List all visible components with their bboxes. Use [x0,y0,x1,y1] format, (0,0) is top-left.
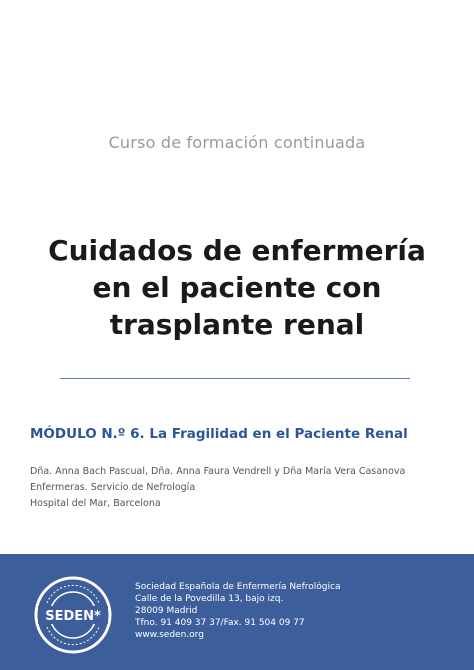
svg-text:SEDEN*: SEDEN* [45,609,101,624]
contact-block [135,581,340,641]
authors-names: Dña. Anna Bach Pascual, Dña. Anna Faura Vendrell y Dña María Vera Casanova [30,466,406,477]
title-line-2: en el paciente con [92,271,382,304]
website-link[interactable]: www.seden.org [135,630,204,640]
authors-affiliation: Hospital del Mar, Barcelona [30,498,161,509]
seden-logo [34,576,112,654]
phone-fax: Tfno. 91 409 37 37/Fax. 91 504 09 77 [135,618,305,628]
module-title: MÓDULO N.º 6. La Fragilidad en el Paciente Renal [30,426,408,442]
title-line-1: Cuidados de enfermería [48,234,426,267]
authors-role: Enfermeras. Servicio de Nefrología [30,482,196,493]
title-line-3: trasplante renal [109,308,365,341]
seden-logo-icon [34,576,112,654]
org-name: Sociedad Española de Enfermería Nefrológica [135,582,341,592]
title-divider [60,378,410,379]
authors-block [30,464,405,512]
document-title [0,232,474,343]
city: 28009 Madrid [135,606,198,616]
address: Calle de la Povedilla 13, bajo izq. [135,594,284,604]
course-label: Curso de formación continuada [108,133,366,152]
